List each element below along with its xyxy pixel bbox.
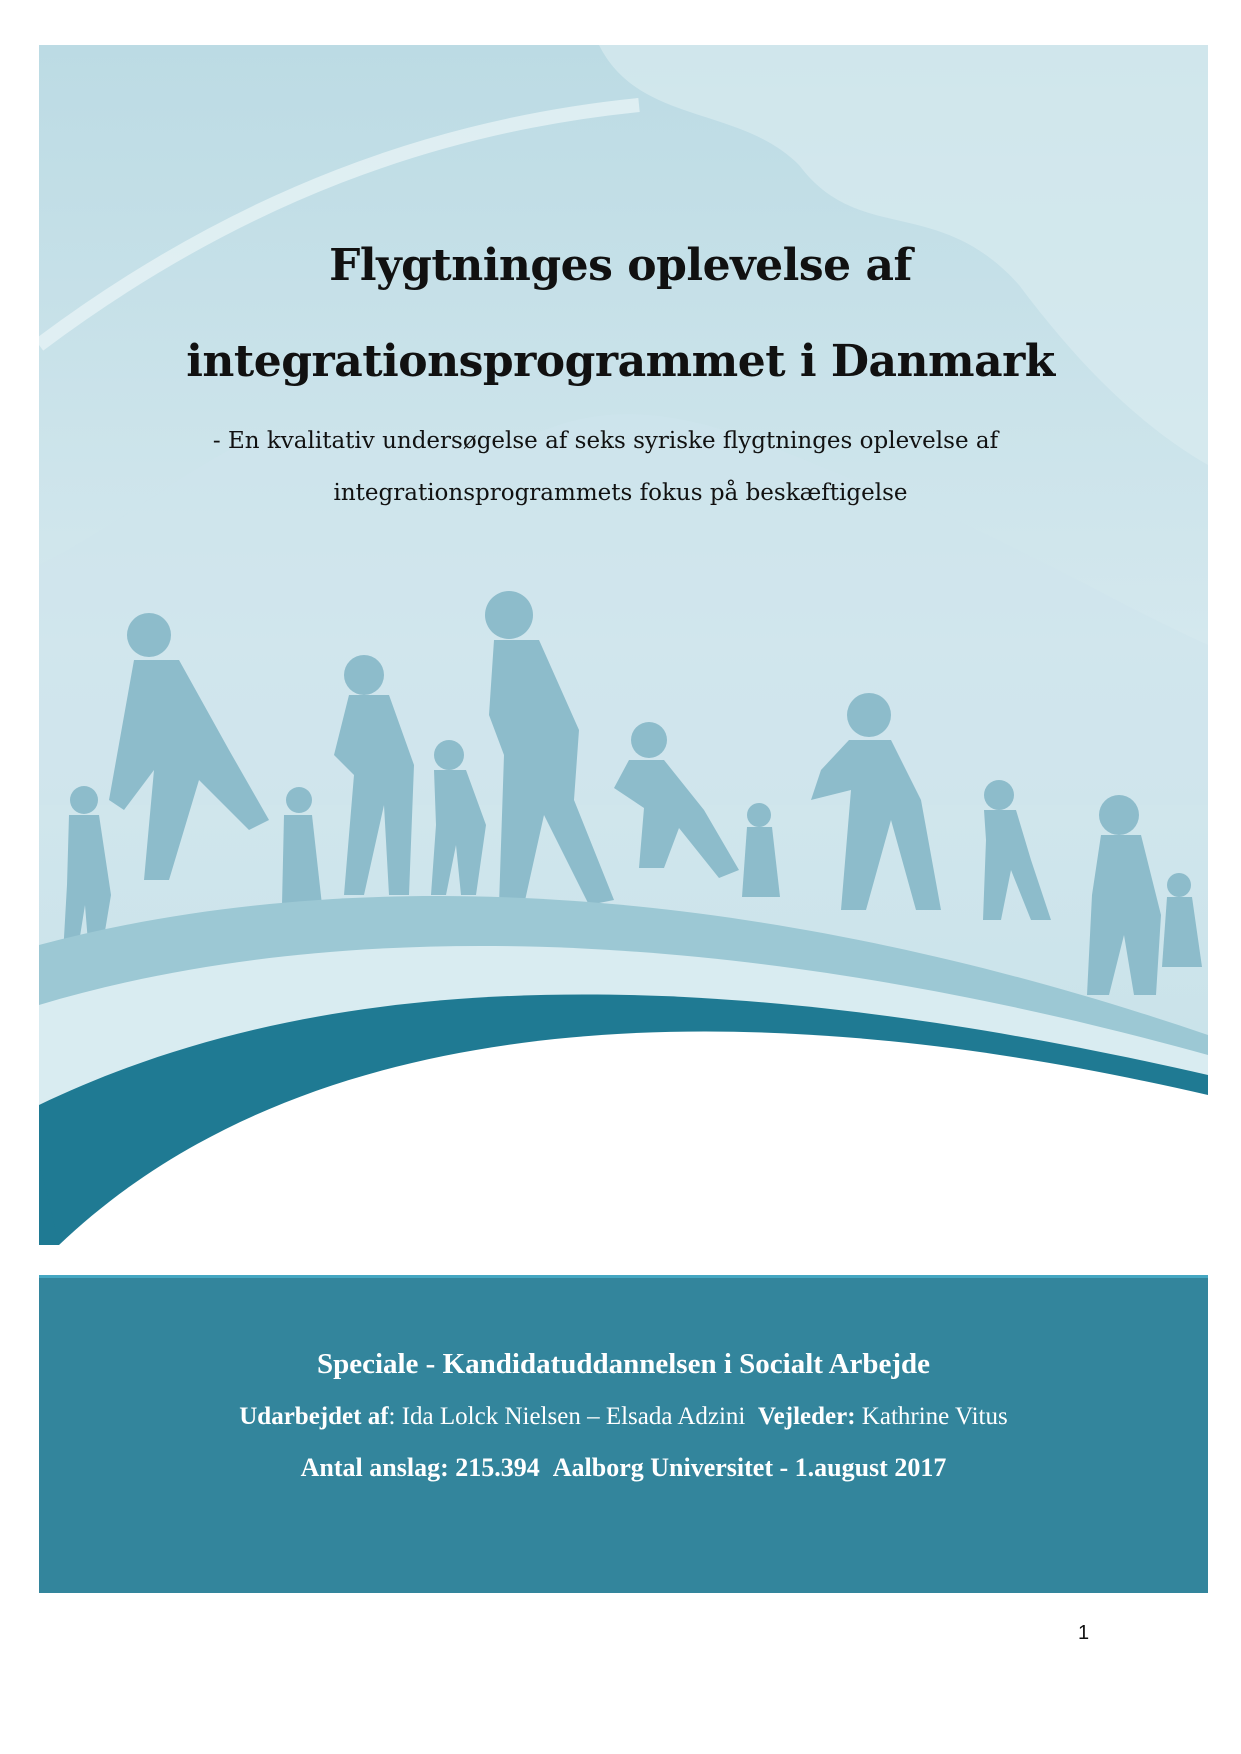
- university-date: Aalborg Universitet - 1.august 2017: [552, 1453, 947, 1482]
- page-number: 1: [1078, 1622, 1090, 1644]
- cover-illustration: [39, 45, 1208, 1245]
- authors: : Ida Lolck Nielsen – Elsada Adzini: [388, 1403, 746, 1430]
- details-line: [39, 1453, 1208, 1483]
- supervisor-label: Vejleder:: [757, 1403, 856, 1430]
- refugee-silhouettes-illustration: [39, 45, 1208, 1245]
- subtitle-line-2: integrationsprogrammets fokus på beskæftigelse: [333, 480, 908, 506]
- keystroke-count: Antal anslag: 215.394: [300, 1453, 540, 1482]
- authors-label: Udarbejdet af: [239, 1403, 389, 1430]
- thesis-info-box: [39, 1275, 1208, 1593]
- subtitle-line-1: - En kvalitativ undersøgelse af seks syriske flygtninges oplevelse af: [212, 428, 999, 454]
- document-title-line-1: Flygtninges oplevelse af: [329, 240, 912, 291]
- thesis-heading: Speciale - Kandidatuddannelsen i Socialt Arbejde: [316, 1348, 931, 1380]
- document-title-line-2: integrationsprogrammet i Danmark: [186, 336, 1055, 387]
- supervisor: Kathrine Vitus: [855, 1403, 1008, 1430]
- authors-line: [39, 1403, 1208, 1431]
